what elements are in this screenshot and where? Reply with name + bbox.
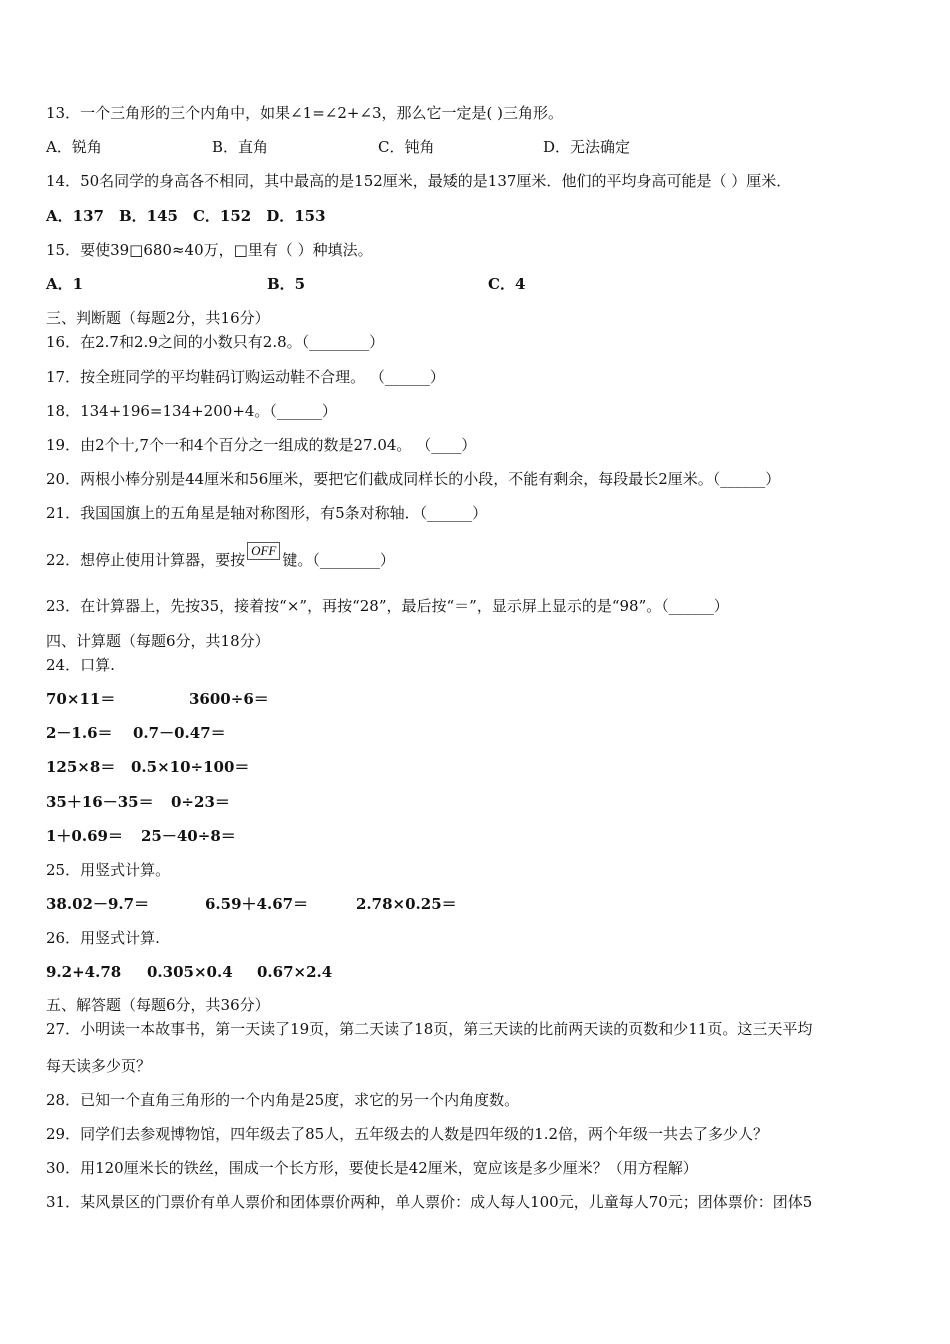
question-16: 16．在2.7和2.9之间的小数只有2.8。（________） xyxy=(46,333,385,351)
section-4-heading: 四、计算题（每题6分，共18分） xyxy=(46,632,270,650)
vertical-calc-item: 38.02－9.7＝ xyxy=(46,895,150,913)
oral-calc-item: 0÷23＝ xyxy=(171,793,230,811)
question-21: 21．我国国旗上的五角星是轴对称图形，有5条对称轴．（______） xyxy=(46,504,488,522)
q15-option-c: C．4 xyxy=(488,275,526,293)
question-30: 30．用120厘米长的铁丝，围成一个长方形，要使长是42厘米，宽应该是多少厘米？（用方程解） xyxy=(46,1159,698,1177)
question-26: 26．用竖式计算. xyxy=(46,929,160,947)
q14-options: A．137 B．145 C．152 D．153 xyxy=(46,207,326,225)
vertical-calc-item: 2.78×0.25＝ xyxy=(356,895,457,913)
vertical-calc-item: 9.2+4.78 xyxy=(46,963,122,981)
oral-calc-item: 125×8＝ xyxy=(46,758,116,776)
section-3-heading: 三、判断题（每题2分，共16分） xyxy=(46,309,270,327)
question-18: 18．134+196=134+200+4。（______） xyxy=(46,402,337,420)
question-28: 28．已知一个直角三角形的一个内角是25度，求它的另一个内角度数。 xyxy=(46,1091,520,1109)
oral-calc-item: 3600÷6＝ xyxy=(189,690,269,708)
off-key-icon: OFF xyxy=(247,542,280,560)
question-19: 19．由2个十,7个一和4个百分之一组成的数是27.04。 （____） xyxy=(46,436,477,454)
question-15: 15．要使39□680≈40万，□里有（ ）种填法。 xyxy=(46,241,373,259)
oral-calc-item: 35＋16－35＝ xyxy=(46,793,154,811)
q13-option-b: B．直角 xyxy=(212,138,269,156)
question-23: 23．在计算器上，先按35，接着按“×”，再按“28”，最后按“＝”，显示屏上显示的是“98”。（______） xyxy=(46,597,729,615)
oral-calc-item: 2－1.6＝ xyxy=(46,724,113,742)
oral-calc-item: 0.5×10÷100＝ xyxy=(131,758,250,776)
q22-text-after: 键。（________） xyxy=(282,551,395,569)
oral-calc-item: 25－40÷8＝ xyxy=(141,827,236,845)
q22-text-before: 22．想停止使用计算器，要按 xyxy=(46,551,246,569)
q13-option-c: C．钝角 xyxy=(378,138,435,156)
oral-calc-item: 70×11＝ xyxy=(46,690,116,708)
question-17: 17．按全班同学的平均鞋码订购运动鞋不合理。 （______） xyxy=(46,368,445,386)
q15-option-a: A．1 xyxy=(46,275,84,293)
question-13: 13．一个三角形的三个内角中，如果∠1=∠2+∠3，那么它一定是( )三角形。 xyxy=(46,104,564,122)
question-20: 20．两根小棒分别是44厘米和56厘米，要把它们截成同样长的小段，不能有剩余，每段最长2厘米。（______） xyxy=(46,470,781,488)
vertical-calc-item: 0.67×2.4 xyxy=(257,963,333,981)
question-27-line-2: 每天读多少页？ xyxy=(46,1057,152,1075)
q13-option-d: D．无法确定 xyxy=(543,138,631,156)
vertical-calc-item: 0.305×0.4 xyxy=(147,963,233,981)
oral-calc-item: 1＋0.69＝ xyxy=(46,827,123,845)
vertical-calc-item: 6.59＋4.67＝ xyxy=(205,895,309,913)
question-14: 14．50名同学的身高各不相同，其中最高的是152厘米，最矮的是137厘米．他们的平均身高可能是（ ）厘米． xyxy=(46,172,792,190)
section-5-heading: 五、解答题（每题6分，共36分） xyxy=(46,996,270,1014)
question-29: 29．同学们去参观博物馆，四年级去了85人，五年级去的人数是四年级的1.2倍，两个年级一共去了多少人？ xyxy=(46,1125,769,1143)
question-24: 24．口算. xyxy=(46,656,115,674)
oral-calc-item: 0.7－0.47＝ xyxy=(133,724,226,742)
question-22 xyxy=(46,543,395,570)
q15-option-b: B．5 xyxy=(267,275,306,293)
question-31: 31．某风景区的门票价有单人票价和团体票价两种，单人票价：成人每人100元，儿童每人70元；团体票价：团体5 xyxy=(46,1193,813,1211)
question-27-line-1: 27．小明读一本故事书，第一天读了19页，第二天读了18页，第三天读的比前两天读的页数和少11页。这三天平均 xyxy=(46,1020,813,1038)
question-25: 25．用竖式计算。 xyxy=(46,861,171,879)
q13-option-a: A．锐角 xyxy=(46,138,102,156)
